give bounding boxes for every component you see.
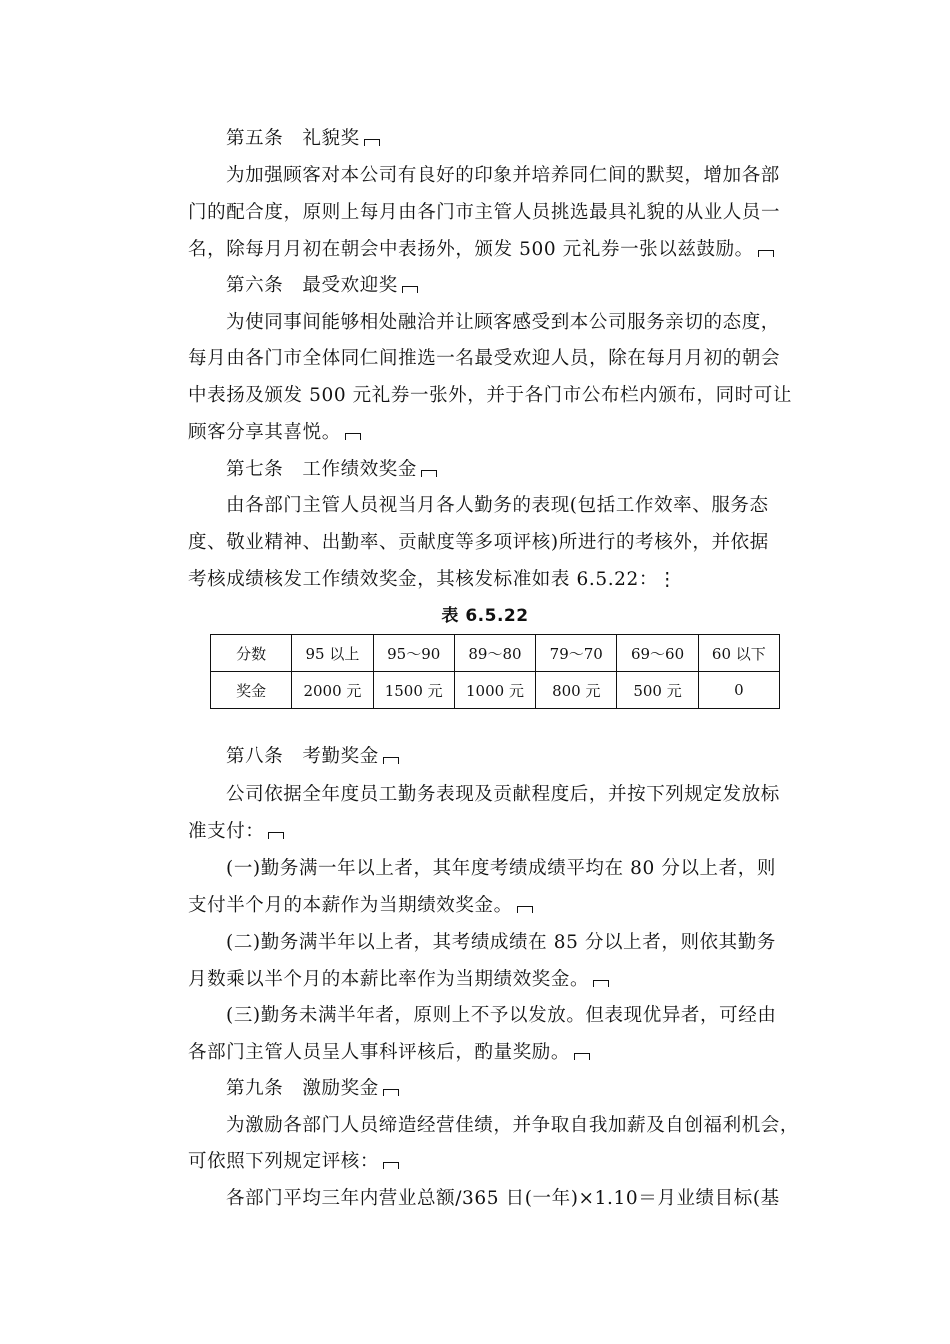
return-mark-icon <box>593 980 609 987</box>
table-caption: 表 6.5.22 <box>441 606 529 626</box>
return-mark-icon <box>758 250 774 257</box>
return-mark-icon <box>402 286 418 293</box>
article-8-text-line: (二)勤务满半年以上者，其考绩成绩在 85 分以上者，则依其勤务 <box>226 932 776 953</box>
table-row <box>211 672 780 709</box>
return-mark-icon <box>574 1053 590 1060</box>
article-8-text-line: (一)勤务满一年以上者，其年度考绩成绩平均在 80 分以上者，则 <box>226 858 776 879</box>
table-row <box>211 635 780 672</box>
table-cell: 0 <box>698 672 779 709</box>
article-8-text-line: 公司依据全年度员工勤务表现及贡献程度后，并按下列规定发放标 <box>226 784 780 805</box>
article-5-text-line: 为加强顾客对本公司有良好的印象并培养同仁间的默契，增加各部 <box>226 165 780 186</box>
bonus-table <box>210 634 780 709</box>
article-8-heading: 第八条 考勤奖金 <box>226 745 826 769</box>
table-cell: 1500 元 <box>373 672 454 709</box>
article-6-text-line: 中表扬及颁发 500 元礼券一张外，并于各门市公布栏内颁布，同时可让 <box>188 385 792 406</box>
article-6-text-line: 每月由各门市全体同仁间推选一名最受欢迎人员，除在每月月初的朝会 <box>188 348 781 369</box>
return-mark-icon <box>383 1162 399 1169</box>
table-cell: 500 元 <box>617 672 698 709</box>
table-cell: 95～90 <box>373 635 454 672</box>
article-6-text-line: 顾客分享其喜悦。 <box>188 421 788 445</box>
article-9-text-line: 各部门平均三年内营业总额/365 日(一年)×1.10＝月业绩目标(基 <box>226 1188 780 1209</box>
return-mark-icon <box>345 433 361 440</box>
article-8-text-line: (三)勤务未满半年者，原则上不予以发放。但表现优异者，可经由 <box>226 1005 777 1026</box>
article-8-text-line: 支付半个月的本薪作为当期绩效奖金。 <box>188 894 788 918</box>
article-6-text-line: 为使同事间能够相处融洽并让顾客感受到本公司服务亲切的态度， <box>226 312 780 333</box>
return-mark-icon <box>364 139 380 146</box>
table-cell: 1000 元 <box>454 672 535 709</box>
article-7-text-line: 度、敬业精神、出勤率、贡献度等多项评核)所进行的考核外，并依据 <box>188 532 769 553</box>
return-mark-icon <box>421 470 437 477</box>
article-7-heading: 第七条 工作绩效奖金 <box>226 458 826 482</box>
return-mark-icon <box>383 757 399 764</box>
return-mark-icon <box>517 906 533 913</box>
article-8-text-line: 各部门主管人员呈人事科评核后，酌量奖励。 <box>188 1041 788 1065</box>
table-cell: 分数 <box>211 635 292 672</box>
article-9-text-line: 为激励各部门人员缔造经营佳绩，并争取自我加薪及自创福利机会， <box>226 1115 800 1136</box>
article-5-text-line: 门的配合度，原则上每月由各门市主管人员挑选最具礼貌的从业人员一 <box>188 202 781 223</box>
article-9-heading: 第九条 激励奖金 <box>226 1077 826 1101</box>
table-cell: 800 元 <box>536 672 617 709</box>
article-6-heading: 第六条 最受欢迎奖 <box>226 274 826 298</box>
article-9-text-line: 可依照下列规定评核： <box>188 1150 788 1174</box>
article-8-text-line: 月数乘以半个月的本薪比率作为当期绩效奖金。 <box>188 968 788 992</box>
table-cell: 89～80 <box>454 635 535 672</box>
article-5-text-line: 名，除每月月初在朝会中表扬外，颁发 500 元礼券一张以兹鼓励。 <box>188 238 788 262</box>
table-cell: 2000 元 <box>292 672 373 709</box>
table-cell: 79～70 <box>536 635 617 672</box>
article-7-text-line: 考核成绩核发工作绩效奖金，其核发标准如表 6.5.22：⋮ <box>188 569 678 590</box>
table-cell: 95 以上 <box>292 635 373 672</box>
article-8-text-line: 准支付： <box>188 820 788 844</box>
return-mark-icon <box>268 832 284 839</box>
return-mark-icon <box>383 1089 399 1096</box>
table-cell: 奖金 <box>211 672 292 709</box>
table-cell: 60 以下 <box>698 635 779 672</box>
article-7-text-line: 由各部门主管人员视当月各人勤务的表现(包括工作效率、服务态 <box>226 495 769 516</box>
article-5-heading: 第五条 礼貌奖 <box>226 127 826 151</box>
table-cell: 69～60 <box>617 635 698 672</box>
